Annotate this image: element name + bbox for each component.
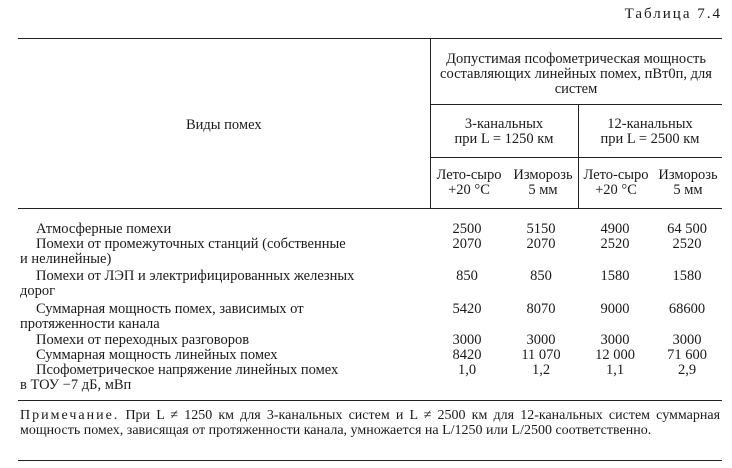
col2-header-line-2: 5 мм (528, 182, 558, 198)
row-label: Атмосферные помехи (36, 221, 172, 237)
table-cell: 3000 (600, 332, 630, 348)
note-text: При L ≠ 1250 км для 3-канальных систем и L ≠ 2500 км для 12-канальных систем суммарная мощность помех, зависящая от протяженности канала, умножается на L/1250 или L/2500 соответственно. (20, 408, 721, 438)
table-cell: 1580 (672, 268, 702, 284)
sys12-title-line-2: при L = 2500 км (600, 131, 700, 147)
table-cell: 8420 (452, 347, 482, 363)
table-cell: 12 000 (595, 347, 635, 363)
table-cell: 1,0 (457, 362, 477, 378)
group-title-line-3: систем (554, 81, 598, 97)
table-cell: 5420 (452, 301, 482, 317)
row-label: Помехи от промежуточных станций (собственные (36, 236, 346, 252)
group-title-line-1: Допустимая псофометрическая мощность (446, 51, 706, 67)
col3-header-line-1: Лето-сыро (583, 167, 649, 183)
table-cell: 1580 (600, 268, 630, 284)
sys12-title-line-1: 12-канальных (607, 116, 693, 132)
row-label-continued: в ТОУ −7 дБ, мВп (20, 377, 132, 393)
row-label-continued: протяженности канала (20, 316, 160, 332)
row-label: Помехи от переходных разговоров (36, 332, 250, 348)
system-header-rule (430, 157, 722, 158)
table-cell: 850 (530, 268, 552, 284)
sys3-title-line-1: 3-канальных (464, 116, 544, 132)
table-cell: 2070 (452, 236, 482, 252)
page-bottom-rule (18, 460, 722, 461)
table-note (20, 408, 720, 438)
table-cell: 2500 (452, 221, 482, 237)
table-cell: 9000 (600, 301, 630, 317)
group-header-rule (430, 104, 722, 105)
table-cell: 68600 (668, 301, 706, 317)
col1-header-line-1: Лето-сыро (436, 167, 502, 183)
table-top-rule (18, 38, 722, 39)
table-label: Таблица 7.4 (624, 6, 722, 22)
table-cell: 2,9 (677, 362, 697, 378)
sys3-title-line-2: при L = 1250 км (454, 131, 554, 147)
row-label: Псофометрическое напряжение линейных помех (36, 362, 339, 378)
table-cell: 1,2 (531, 362, 551, 378)
group-title-line-2: составляющих линейных помех, пВт0п, для (440, 66, 712, 82)
table-cell: 2520 (672, 236, 702, 252)
header-bottom-rule (18, 208, 722, 209)
table-bottom-rule (18, 400, 722, 401)
col2-header-line-1: Изморозь (513, 167, 573, 183)
table-cell: 2070 (526, 236, 556, 252)
table-cell: 8070 (526, 301, 556, 317)
table-cell: 850 (456, 268, 478, 284)
row-label: Помехи от ЛЭП и электрифицированных железных (36, 268, 355, 284)
row-label-continued: и нелинейные) (20, 251, 112, 267)
table-cell: 3000 (452, 332, 482, 348)
table-cell: 11 070 (521, 347, 561, 363)
note-lead: Примечание. (20, 408, 120, 423)
row-label: Суммарная мощность помех, зависимых от (36, 301, 304, 317)
table-cell: 64 500 (667, 221, 707, 237)
row-title-header: Виды помех (186, 117, 262, 133)
row-label-continued: дорог (20, 283, 56, 299)
col4-header-line-1: Изморозь (658, 167, 718, 183)
table-cell: 1,1 (605, 362, 625, 378)
table-cell: 2520 (600, 236, 630, 252)
table-cell: 71 600 (667, 347, 707, 363)
table-cell: 3000 (672, 332, 702, 348)
col1-header-line-2: +20 °С (448, 182, 490, 198)
col4-header-line-2: 5 мм (673, 182, 703, 198)
table-cell: 5150 (526, 221, 556, 237)
table-cell: 3000 (526, 332, 556, 348)
row-label: Суммарная мощность линейных помех (36, 347, 278, 363)
table-cell: 4900 (600, 221, 630, 237)
col3-header-line-2: +20 °С (595, 182, 637, 198)
